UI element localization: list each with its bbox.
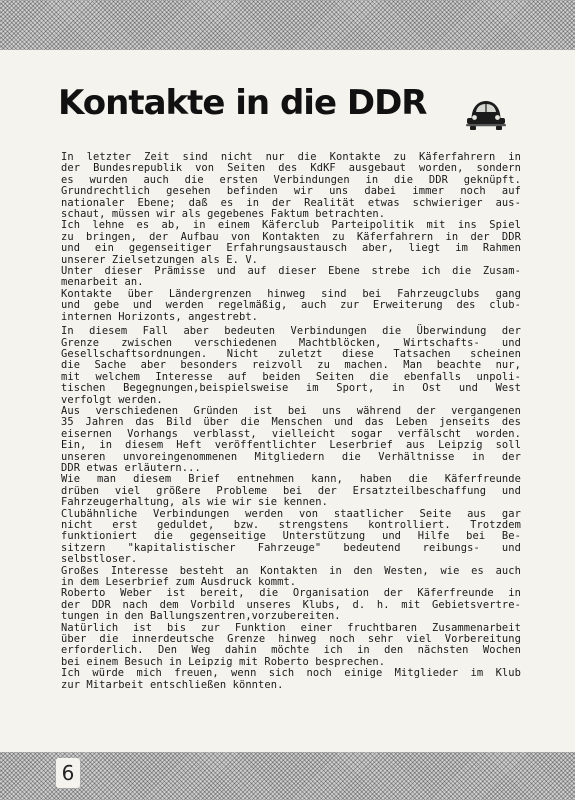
text-line: drüben viel größere Probleme bei der Ersatzteilbeschaffung und	[61, 484, 521, 497]
text-line: eisernen Vorhangs verblasst, vielleicht sogar verfälscht worden.	[61, 427, 521, 440]
article-paragraph	[61, 152, 521, 323]
text-line: Ich würde mich freuen, wenn sich noch einige Mitglieder im Klub	[61, 667, 521, 680]
text-line: unserer Zielsetzungen als E. V.	[61, 253, 259, 266]
text-line: Ich lehne es ab, in einem Käferclub Parteipolitik mit ins Spiel	[61, 219, 521, 232]
text-line: nationaler Ebene; daß es in der Realität etwas schwieriger aus-	[61, 196, 521, 209]
text-line: über die innerdeutsche Grenze hinweg noch sehr viel Vorbereitung	[61, 633, 521, 646]
text-line: der Bundesrepublik von Seiten des KdKF ausgebaut worden, sondern	[61, 162, 521, 175]
text-line: zur Mitarbeit entschließen könnten.	[61, 678, 284, 691]
text-line: In diesem Fall aber bedeuten Verbindungen die Überwindung der	[61, 325, 521, 338]
text-line: Kontakte über Ländergrenzen hinweg sind bei Fahrzeugclubs gang	[61, 287, 521, 300]
page-number: 6	[56, 758, 80, 788]
top-pattern-band	[0, 0, 575, 50]
text-line: bei einem Besuch in Leipzig mit Roberto besprechen.	[61, 655, 386, 668]
text-line: DDR etwas erläutern...	[61, 461, 201, 474]
text-line: Großes Interesse besteht an Kontakten in den Westen, wie es auch	[61, 564, 521, 577]
text-line: und ein gegenseitiger Erfahrungsaustausch aber, liegt im Rahmen	[61, 242, 521, 255]
text-line: selbstloser.	[61, 553, 138, 566]
text-line: Grenze zwischen verschiedenen Machtblöcken, Wirtschafts- und	[61, 336, 521, 349]
text-line: tischen Begegnungen,beispielsweise im Sport, in Ost und West	[61, 382, 521, 395]
text-line: Wie man diesem Brief entnehmen kann, haben die Käferfreunde	[61, 473, 521, 486]
article-paragraph	[61, 326, 521, 691]
text-line: Ein, in diesem Heft veröffentlichter Leserbrief aus Leipzig soll	[61, 439, 521, 452]
text-line: Natürlich ist bis zur Funktion einer fruchtbaren Zusammenarbeit	[61, 621, 521, 634]
text-line: in dem Leserbrief zum Ausdruck kommt.	[61, 576, 297, 589]
text-line: der DDR nach dem Vorbild unseres Klubs, d. h. mit Gebietsvertre-	[61, 598, 521, 611]
text-line: Grundrechtlich gesehen befinden wir uns dabei immer noch auf	[61, 185, 521, 198]
text-line: Gesellschaftsordnungen. Nicht zuletzt diese Tatsachen scheinen	[61, 347, 521, 360]
page-title: Kontakte in die DDR	[58, 83, 427, 123]
text-line: Clubähnliche Verbindungen werden von staatlicher Seite aus gar	[61, 507, 521, 520]
text-line: Aus verschiedenen Gründen ist bei uns während der vergangenen	[61, 404, 521, 417]
text-line: Fahrzeugerhaltung, als wie wir sie kennen.	[61, 496, 328, 509]
text-line: verfolgt werden.	[61, 393, 163, 406]
article-body	[61, 152, 521, 691]
bottom-pattern-band	[0, 752, 575, 800]
text-line: internen Horizonts, angestrebt.	[61, 310, 259, 323]
text-line: und gebe und werden regelmäßig, auch zur Erweiterung des club-	[61, 299, 521, 312]
text-line: In letzter Zeit sind nicht nur die Kontakte zu Käferfahrern in	[61, 151, 521, 163]
text-line: 35 Jahren das Bild über die Menschen und das Leben jenseits des	[61, 416, 521, 429]
text-line: menarbeit an.	[61, 276, 144, 289]
vw-beetle-icon	[465, 97, 507, 131]
text-line: die Sache aber besonders reizvoll zu machen. Man beachte nur,	[61, 359, 521, 372]
text-line: erforderlich. Den Weg dahin möchte ich in den nächsten Wochen	[61, 644, 521, 657]
text-line: mit welchem Interesse auf beiden Seiten die ebenfalls unpoli-	[61, 370, 521, 383]
text-line: Unter dieser Prämisse und auf dieser Ebene strebe ich die Zusam-	[61, 265, 521, 278]
text-line: tungen in den Ballungszentren,vorzubereiten.	[61, 610, 341, 623]
text-line: sitzern "kapitalistischer Fahrzeuge" bedeutend reibungs- und	[61, 541, 521, 554]
text-line: nicht erst geduldet, bzw. strengstens kontrolliert. Trotzdem	[61, 519, 521, 531]
text-line: es wurden auch die ersten Verbindungen in die DDR geknüpft.	[61, 173, 521, 186]
text-line: unseren unvoreingenommenen Mitgliedern die Verhältnisse in der	[61, 450, 521, 463]
text-line: zu bringen, der Aufbau von Kontakten zu Käferfahrern in der DDR	[61, 230, 521, 243]
text-line: schaut, müssen wir als gegebenes Faktum betrachten.	[61, 208, 386, 221]
text-line: Roberto Weber ist bereit, die Organisation der Käferfreunde in	[61, 587, 521, 600]
text-line: funktioniert die gegenseitige Unterstützung und Hilfe bei Be-	[61, 530, 521, 543]
